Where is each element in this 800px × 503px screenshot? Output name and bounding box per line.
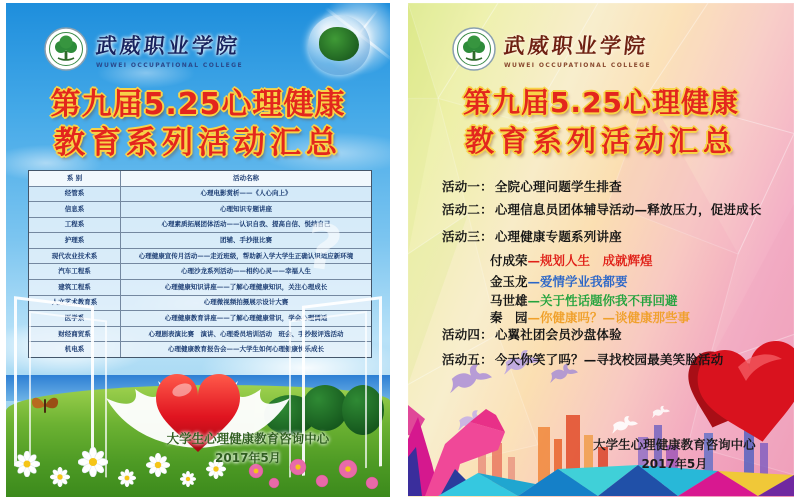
activity-label: 活动一： [442, 179, 493, 194]
activity-label: 活动二： [442, 202, 493, 217]
activity-cell: 心理素质拓展团体活动——认识自我、提高自信、悦纳自己 [161, 220, 331, 229]
college-name-en: WUWEI OCCUPATIONAL COLLEGE [504, 61, 652, 69]
dept-cell: 机电系 [29, 342, 121, 357]
college-name: 武威职业学院 [94, 33, 242, 58]
dept-cell: 经管系 [29, 187, 121, 202]
poster-footer [114, 429, 383, 468]
table-row [29, 186, 371, 202]
poster-left-sky [6, 3, 390, 497]
activity-cell: 心理沙龙系列活动——相约心灵——幸福人生 [181, 267, 311, 276]
activity-cell: 心理健康宣传月活动——走近班级，帮助新入学大学生正确认识适应新环境 [138, 251, 354, 260]
activity-cell: 心理健康教育报告会——大学生如何心理健康快乐成长 [168, 345, 324, 354]
activity-text: 心理健康专题系列讲座 [494, 229, 622, 244]
lecturer-name: 金玉龙 [490, 274, 528, 289]
dept-cell: 人文艺术教育系 [29, 296, 121, 311]
lecturer-name: 秦 园 [490, 310, 528, 325]
dept-cell: 建筑工程系 [29, 280, 121, 295]
lecturer-name: 马世雄 [490, 293, 528, 308]
footer-date: 2017年5月 [641, 457, 708, 471]
activity-item-2 [442, 200, 762, 218]
dept-cell: 现代农业技术系 [29, 249, 121, 264]
poster-title-line2: 教育系列活动汇总 [464, 124, 737, 158]
poster-footer [562, 435, 786, 474]
activity-cell: 团辅、手抄报比赛 [220, 236, 272, 245]
table-header-dept: 系 别 [29, 171, 121, 186]
college-name-en: WUWEI OCCUPATIONAL COLLEGE [96, 61, 244, 69]
activity-cell: 心理健康知识讲座——了解心理健康知识，关注心理成长 [164, 282, 328, 291]
lecturer-name: 付成荣 [490, 253, 528, 268]
activity-cell: 心理剧表演比赛 演讲、心理委员培训活动 班会、手抄报评选活动 [148, 329, 344, 338]
poster-right-polygon [408, 3, 794, 497]
dept-cell: 工程系 [29, 218, 121, 233]
question-watermark: ? [301, 208, 347, 287]
activity-text: 心理信息员团体辅导活动—释放压力，促进成长 [494, 202, 762, 217]
dept-cell: 汽车工程系 [29, 264, 121, 279]
activity-text: 全院心理问题学生排查 [494, 179, 622, 194]
lecture-topic: —关于性话题你我不再回避 [527, 293, 678, 308]
activity-text: 今天你笑了吗？—寻找校园最美笑脸活动 [494, 352, 724, 367]
college-logo-header [44, 27, 243, 71]
butterfly-icon [30, 393, 60, 419]
activity-item-1 [442, 177, 622, 195]
table-header-activity: 活动名称 [233, 173, 259, 182]
footer-center-name: 大学生心理健康教育咨询中心 [593, 437, 756, 452]
lecture-topic: —爱情学业我都要 [527, 274, 628, 289]
college-name: 武威职业学院 [502, 33, 650, 58]
college-logo-header [452, 27, 651, 71]
bubble-tree-icon [308, 15, 370, 75]
activity-cell: 心理知识专题讲座 [220, 204, 272, 213]
poster-title-line2: 教育系列活动汇总 [54, 125, 342, 161]
activity-text: 心翼社团会员沙盘体验 [494, 327, 622, 342]
footer-date: 2017年5月 [215, 451, 281, 465]
lecture-item-3 [490, 291, 678, 309]
footer-center-name: 大学生心理健康教育咨询中心 [166, 431, 330, 446]
dept-cell: 信息系 [29, 202, 121, 217]
activity-cell: 心理电影赏析——《人心向上》 [200, 189, 292, 198]
college-logo-icon [44, 27, 88, 71]
activity-item-3 [442, 227, 622, 245]
dept-cell: 医学系 [29, 311, 121, 326]
activity-label: 活动四： [442, 327, 493, 342]
activity-label: 活动五： [442, 352, 493, 367]
lecture-topic: —你健康吗？—谈健康那些事 [527, 310, 691, 325]
college-logo-icon [452, 27, 496, 71]
poster-title-line1: 第九届5.25心理健康 [50, 87, 346, 122]
lecture-item-1 [490, 251, 653, 269]
lecture-topic: —规划人生 成就辉煌 [527, 253, 653, 268]
activity-cell: 心理健康教育讲座——了解心理健康常识，学会心理调适 [164, 313, 328, 322]
activity-item-4 [442, 325, 622, 343]
dept-cell: 财经商贸系 [29, 327, 121, 342]
dept-cell: 护理系 [29, 233, 121, 248]
poster-title-line1: 第九届5.25心理健康 [462, 86, 740, 119]
lecture-item-4 [490, 308, 690, 326]
lecture-item-2 [490, 272, 628, 290]
activity-item-5 [442, 350, 723, 368]
table-header-row [29, 171, 371, 186]
activity-label: 活动三： [442, 229, 493, 244]
activity-cell: 心理微视频拍摄展示设计大赛 [203, 298, 289, 307]
